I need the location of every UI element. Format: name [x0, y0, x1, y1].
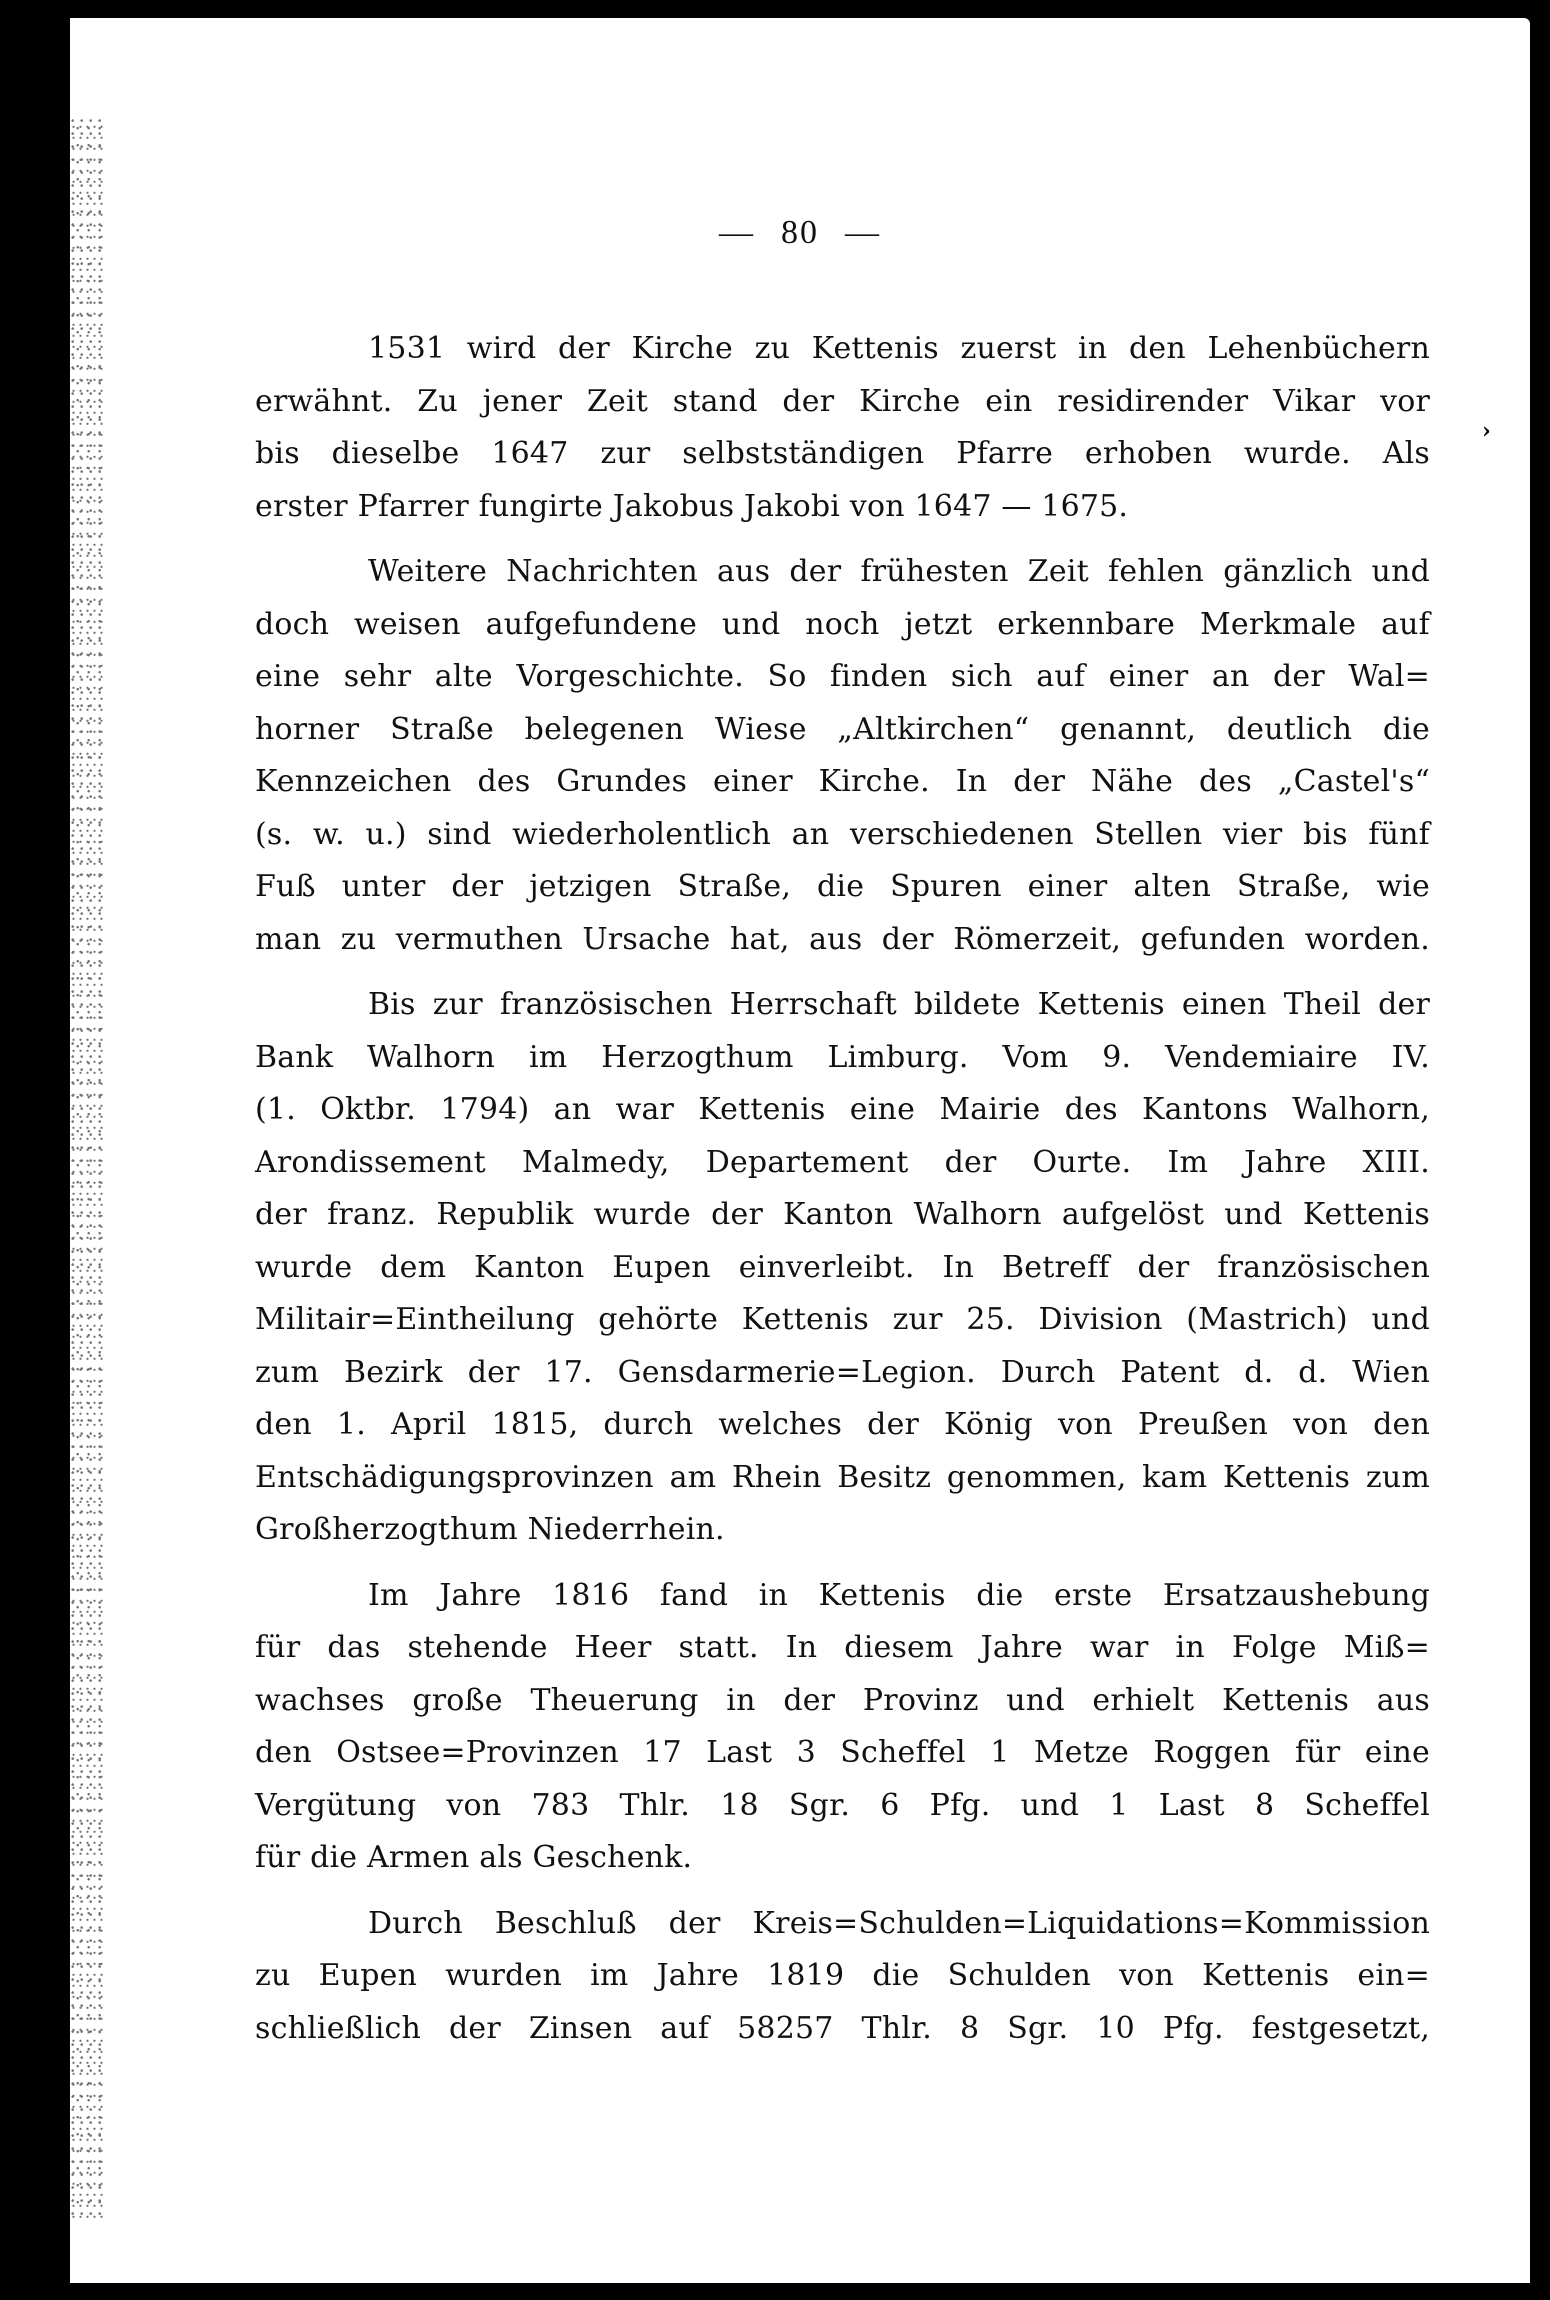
text-line: Großherzogthum Niederrhein. — [255, 1512, 725, 1547]
text-line: Bank Walhorn im Herzogthum Limburg. Vom 9. Vendemiaire IV. — [255, 1039, 1430, 1075]
gutter-noise — [70, 118, 104, 2218]
text-line: horner Straße belegenen Wiese „Altkirchen“ genannt, deutlich die — [255, 711, 1430, 747]
text-line: den Ostsee=Provinzen 17 Last 3 Scheffel 1 Metze Roggen für eine — [255, 1735, 1430, 1770]
text-line: Kennzeichen des Grundes einer Kirche. In der Nähe des „Castel's“ — [255, 764, 1430, 799]
text-line: Im Jahre 1816 fand in Kettenis die erste Ersatzaushebung — [368, 1577, 1430, 1613]
text-line: erwähnt. Zu jener Zeit stand der Kirche ein residirender Vikar vor — [255, 383, 1430, 419]
text-line: Durch Beschluß der Kreis=Schulden=Liquidations=Kommission — [368, 1905, 1430, 1941]
text-line: zu Eupen wurden im Jahre 1819 die Schulden von Kettenis ein= — [255, 1958, 1430, 1993]
text-line: doch weisen aufgefundene und noch jetzt erkennbare Merkmale auf — [255, 606, 1430, 642]
paragraph-3 — [255, 979, 1430, 1557]
text-line: schließlich der Zinsen auf 58257 Thlr. 8 Sgr. 10 Pfg. festgesetzt, — [255, 2010, 1430, 2046]
book-page — [70, 18, 1530, 2283]
text-line: (s. w. u.) sind wiederholentlich an verschiedenen Stellen vier bis fünf — [255, 816, 1430, 852]
text-line: wachses große Theuerung in der Provinz und erhielt Kettenis aus — [255, 1682, 1430, 1718]
text-line: Vergütung von 783 Thlr. 18 Sgr. 6 Pfg. und 1 Last 8 Scheffel — [255, 1787, 1430, 1823]
text-line: Fuß unter der jetzigen Straße, die Spuren einer alten Straße, wie — [255, 869, 1430, 904]
text-line: Bis zur französischen Herrschaft bildete Kettenis einen Theil der — [368, 987, 1430, 1022]
text-line: (1. Oktbr. 1794) an war Kettenis eine Mairie des Kantons Walhorn, — [255, 1092, 1430, 1127]
text-line: wurde dem Kanton Eupen einverleibt. In Betreff der französischen — [255, 1249, 1430, 1285]
dash-right: — — [845, 214, 881, 251]
paragraph-4 — [255, 1570, 1430, 1885]
text-line: für das stehende Heer statt. In diesem Jahre war in Folge Miß= — [255, 1630, 1430, 1665]
text-line: man zu vermuthen Ursache hat, aus der Römerzeit, gefunden worden. — [255, 921, 1430, 957]
paragraph-2 — [255, 546, 1430, 966]
paragraph-1 — [255, 323, 1430, 533]
text-line: der franz. Republik wurde der Kanton Walhorn aufgelöst und Kettenis — [255, 1197, 1430, 1232]
margin-mark: › — [1482, 418, 1491, 444]
page-number-header — [70, 214, 1530, 252]
text-line: eine sehr alte Vorgeschichte. So finden sich auf einer an der Wal= — [255, 659, 1430, 694]
text-line: für die Armen als Geschenk. — [255, 1840, 693, 1875]
text-line: Militair=Eintheilung gehörte Kettenis zur 25. Division (Mastrich) und — [255, 1302, 1430, 1337]
text-line: den 1. April 1815, durch welches der König von Preußen von den — [255, 1407, 1430, 1442]
paragraph-5 — [255, 1898, 1430, 2056]
text-line: 1531 wird der Kirche zu Kettenis zuerst in den Lehenbüchern — [368, 331, 1430, 366]
dash-left: — — [719, 214, 755, 251]
body-text — [255, 323, 1430, 2055]
text-line: zum Bezirk der 17. Gensdarmerie=Legion. Durch Patent d. d. Wien — [255, 1354, 1430, 1390]
text-line: bis dieselbe 1647 zur selbstständigen Pfarre erhoben wurde. Als — [255, 436, 1430, 471]
page-number: 80 — [781, 214, 819, 251]
text-line: Entschädigungsprovinzen am Rhein Besitz genommen, kam Kettenis zum — [255, 1459, 1430, 1495]
text-line: Arondissement Malmedy, Departement der Ourte. Im Jahre XIII. — [255, 1144, 1430, 1180]
text-line: erster Pfarrer fungirte Jakobus Jakobi von 1647 — 1675. — [255, 488, 1129, 524]
text-line: Weitere Nachrichten aus der frühesten Zeit fehlen gänzlich und — [368, 554, 1430, 589]
